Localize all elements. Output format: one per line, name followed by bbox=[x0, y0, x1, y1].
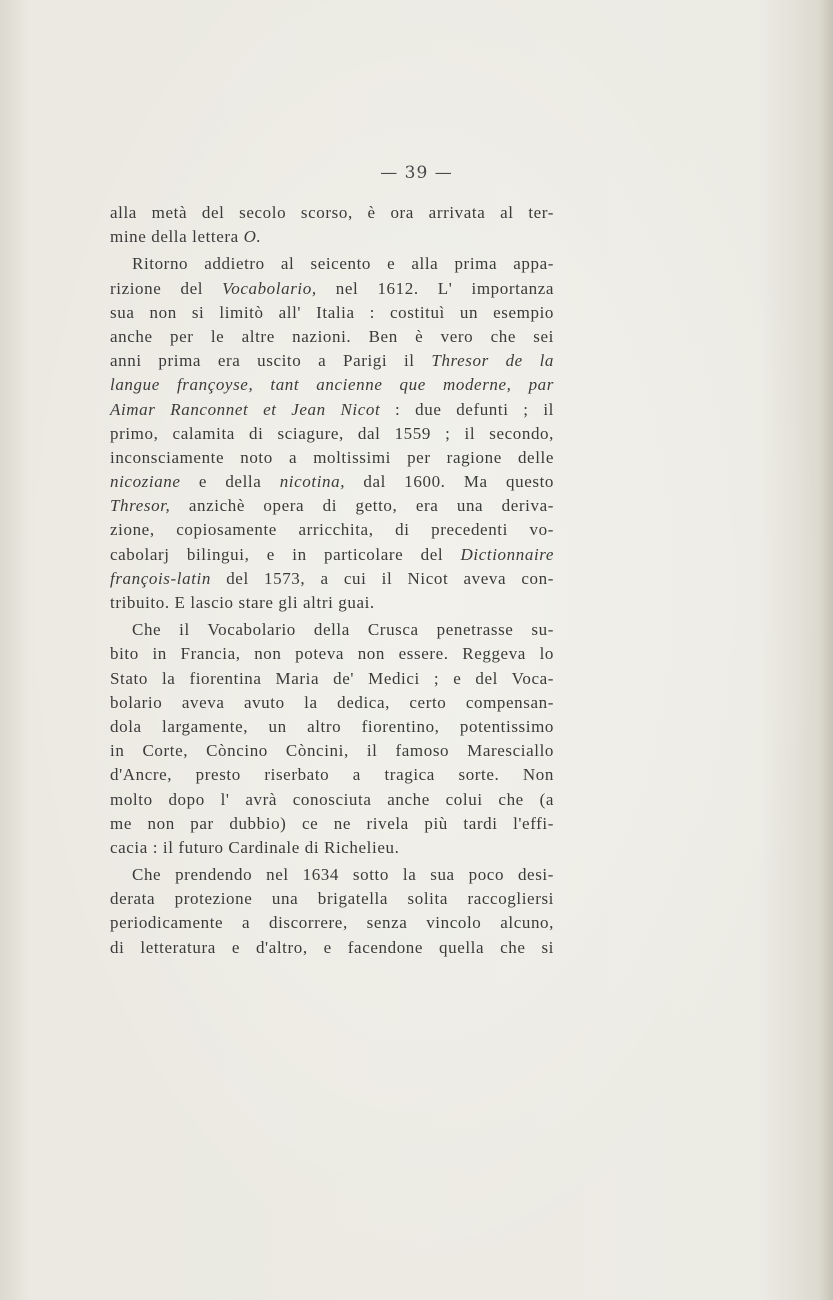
text-span: nel 1612. L' importanza bbox=[316, 278, 554, 298]
text-line bbox=[110, 446, 554, 470]
text-span: anche per le altre nazioni. Ben è vero che sei bbox=[110, 326, 554, 346]
text-line bbox=[110, 887, 554, 911]
text-span: : due defunti ; il bbox=[380, 399, 554, 419]
page-number: — 39 — bbox=[380, 163, 453, 183]
text-span: e della bbox=[180, 472, 280, 492]
text-span: zione, copiosamente arricchita, di precedenti vo- bbox=[110, 520, 554, 540]
italic-text: Thresor de la bbox=[431, 351, 554, 371]
text-span: Ritorno addietro al seicento e alla prima appa- bbox=[132, 254, 554, 274]
text-line bbox=[110, 763, 554, 787]
text-line bbox=[110, 618, 554, 642]
text-span: bito in Francia, non poteva non essere. Reggeva lo bbox=[110, 644, 554, 664]
text-line bbox=[110, 277, 554, 301]
text-line bbox=[110, 812, 554, 836]
text-line bbox=[110, 494, 554, 518]
text-span: del 1573, a cui il Nicot aveva con- bbox=[210, 568, 554, 588]
text-span: cabolarj bilingui, e in particolare del bbox=[110, 544, 461, 564]
text-line bbox=[110, 863, 554, 887]
text-line bbox=[110, 470, 554, 494]
text-line bbox=[110, 252, 554, 276]
italic-text: Aimar Ranconnet et Jean Nicot bbox=[110, 399, 381, 419]
text-line bbox=[110, 739, 554, 763]
italic-text: Vocabolario, bbox=[222, 278, 317, 298]
text-line bbox=[110, 788, 554, 812]
italic-text: Thresor, bbox=[110, 496, 171, 516]
italic-text: françois-latin bbox=[110, 568, 211, 588]
text-line bbox=[110, 667, 554, 691]
text-span: periodicamente a discorrere, senza vincolo alcuno, bbox=[110, 913, 554, 933]
text-line bbox=[110, 422, 554, 446]
text-line bbox=[110, 715, 554, 739]
text-span: Stato la fiorentina Maria de' Medici ; e del Voca- bbox=[110, 668, 554, 688]
text-line bbox=[110, 349, 554, 373]
italic-text: Dictionnaire bbox=[460, 544, 554, 564]
text-line bbox=[110, 201, 554, 225]
text-span: Che prendendo nel 1634 sotto la sua poco desi- bbox=[132, 865, 554, 885]
text-span: dola largamente, un altro fiorentino, potentissimo bbox=[110, 716, 554, 736]
text-line bbox=[110, 225, 554, 249]
text-line bbox=[110, 936, 554, 960]
text-span: anni prima era uscito a Parigi il bbox=[110, 351, 432, 371]
italic-text: langue françoyse, tant ancienne que moderne, par bbox=[110, 375, 554, 395]
text-span: me non par dubbio) ce ne rivela più tardi l'effi- bbox=[110, 813, 554, 833]
text-span: rizione del bbox=[110, 278, 223, 298]
text-span: primo, calamita di sciagure, dal 1559 ; il secondo, bbox=[110, 423, 554, 443]
text-span: molto dopo l' avrà conosciuta anche colui che (a bbox=[110, 789, 554, 809]
text-span: dal 1600. Ma questo bbox=[345, 472, 554, 492]
text-span: in Corte, Còncino Còncini, il famoso Maresciallo bbox=[110, 741, 554, 761]
scan-edge-shadow bbox=[819, 0, 833, 1300]
text-line bbox=[110, 518, 554, 542]
text-span: d'Ancre, presto riserbato a tragica sorte. Non bbox=[110, 765, 554, 785]
text-span: cacia : il futuro Cardinale di Richelieu. bbox=[110, 837, 400, 857]
body-text bbox=[110, 201, 554, 960]
text-span: sua non si limitò all' Italia : costituì un esempio bbox=[110, 302, 554, 322]
text-span: bolario aveva avuto la dedica, certo compensan- bbox=[110, 692, 554, 712]
text-line bbox=[110, 911, 554, 935]
text-span: Che il Vocabolario della Crusca penetrasse su- bbox=[132, 620, 554, 640]
text-span: anzichè opera di getto, era una deriva- bbox=[170, 496, 554, 516]
italic-text: O. bbox=[243, 227, 262, 247]
text-line bbox=[110, 691, 554, 715]
text-line bbox=[110, 373, 554, 397]
italic-text: nicotina, bbox=[279, 472, 346, 492]
text-span: tribuito. E lascio stare gli altri guai. bbox=[110, 593, 375, 612]
text-line bbox=[110, 325, 554, 349]
text-line bbox=[110, 398, 554, 422]
text-span: inconsciamente noto a moltissimi per ragione delle bbox=[110, 447, 554, 467]
text-span: mine della lettera bbox=[110, 227, 244, 247]
text-line bbox=[110, 543, 554, 567]
text-line bbox=[110, 642, 554, 666]
text-line bbox=[110, 567, 554, 591]
text-line bbox=[110, 591, 554, 615]
text-line bbox=[110, 836, 554, 860]
text-span: di letteratura e d'altro, e facendone quella che si bbox=[110, 937, 554, 957]
text-span: derata protezione una brigatella solita raccogliersi bbox=[110, 889, 554, 909]
text-line bbox=[110, 301, 554, 325]
italic-text: nicoziane bbox=[110, 472, 181, 492]
text-span: alla metà del secolo scorso, è ora arrivata al ter- bbox=[110, 203, 554, 222]
